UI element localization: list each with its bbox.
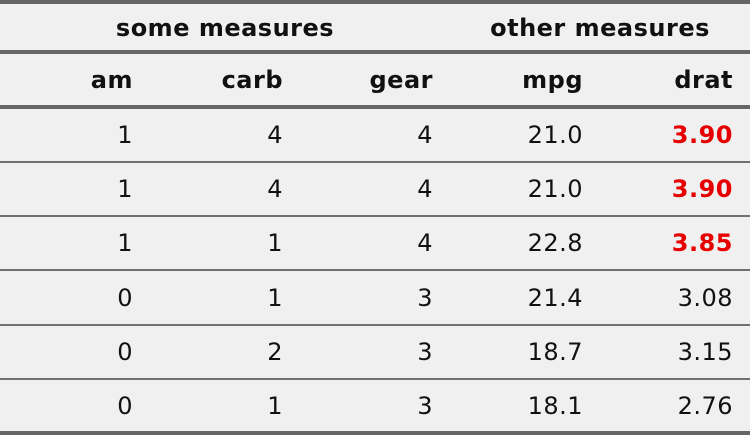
- cell-mpg: 18.1: [527, 392, 583, 420]
- cell-mpg: 21.4: [527, 284, 583, 312]
- cell-drat: 3.90: [671, 121, 733, 149]
- cell-am: 1: [117, 229, 133, 257]
- cell-mpg: 18.7: [527, 338, 583, 366]
- spanner-some-measures: some measures: [115, 14, 335, 42]
- table-row: [0, 217, 750, 269]
- cell-gear: 3: [417, 338, 433, 366]
- table-row: [0, 272, 750, 324]
- top-rule: [0, 0, 750, 4]
- cell-drat: 3.08: [677, 284, 733, 312]
- cell-am: 1: [117, 175, 133, 203]
- cell-gear: 4: [417, 121, 433, 149]
- column-header-gear: gear: [369, 65, 433, 94]
- table-row: [0, 380, 750, 432]
- cell-gear: 3: [417, 284, 433, 312]
- column-header-mpg: mpg: [522, 65, 583, 94]
- cell-carb: 1: [267, 229, 283, 257]
- cell-mpg: 21.0: [527, 121, 583, 149]
- cell-gear: 3: [417, 392, 433, 420]
- table-row: [0, 109, 750, 161]
- cell-carb: 4: [267, 175, 283, 203]
- cell-carb: 2: [267, 338, 283, 366]
- cell-am: 0: [117, 392, 133, 420]
- cell-gear: 4: [417, 175, 433, 203]
- cell-am: 0: [117, 284, 133, 312]
- cell-carb: 1: [267, 392, 283, 420]
- cell-drat: 3.85: [671, 229, 733, 257]
- row-divider: [0, 269, 750, 271]
- spanner-other-measures: other measures: [490, 14, 710, 42]
- column-header-drat: drat: [674, 65, 733, 94]
- cell-carb: 4: [267, 121, 283, 149]
- cell-gear: 4: [417, 229, 433, 257]
- cell-am: 1: [117, 121, 133, 149]
- cell-drat: 2.76: [677, 392, 733, 420]
- cell-am: 0: [117, 338, 133, 366]
- column-header-row: [0, 54, 750, 105]
- cell-drat: 3.90: [671, 175, 733, 203]
- cell-mpg: 22.8: [527, 229, 583, 257]
- table-row: [0, 326, 750, 378]
- cell-drat: 3.15: [677, 338, 733, 366]
- cell-carb: 1: [267, 284, 283, 312]
- column-header-carb: carb: [221, 65, 283, 94]
- table-row: [0, 163, 750, 215]
- bottom-rule: [0, 431, 750, 435]
- cell-mpg: 21.0: [527, 175, 583, 203]
- column-header-am: am: [90, 65, 133, 94]
